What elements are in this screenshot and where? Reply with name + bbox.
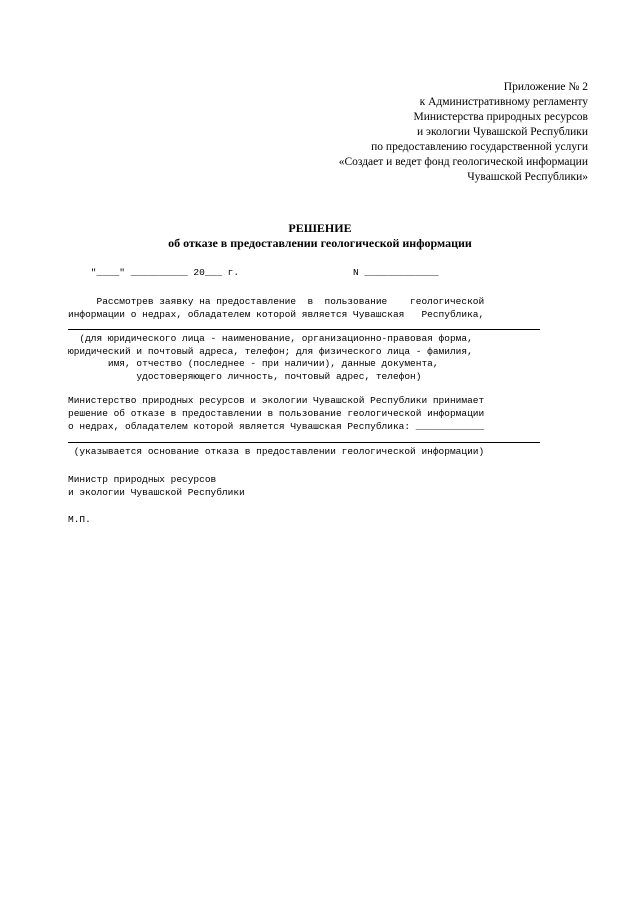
hint-line: (для юридического лица - наименование, организационно-правовая форма, xyxy=(68,333,473,344)
paragraph-line: решение об отказе в предоставлении в пользование геологической информации xyxy=(68,408,485,419)
paragraph-line: Министерство природных ресурсов и экологии Чувашской Республики принимает xyxy=(68,395,485,406)
paragraph-line: Рассмотрев заявку на предоставление в пользование геологической xyxy=(68,296,485,307)
hint-line: (указывается основание отказа в предоставлении геологической информации) xyxy=(68,446,485,457)
header-line: «Создает и ведет фонд геологической информации xyxy=(338,156,588,168)
document-title xyxy=(0,221,640,251)
fill-in-rule xyxy=(68,442,540,443)
header-line: по предоставлению государственной услуги xyxy=(371,141,588,153)
header-line: к Административному регламенту xyxy=(419,96,588,108)
header-line: Министерства природных ресурсов xyxy=(413,111,588,123)
fill-in-rule xyxy=(68,329,540,330)
signature-line: и экологии Чувашской Республики xyxy=(68,487,245,498)
date-number-line: "____" __________ 20___ г. N _____________ xyxy=(68,267,439,278)
header-line: и экологии Чувашской Республики xyxy=(417,126,588,138)
title-subtitle: об отказе в предоставлении геологической информации xyxy=(168,236,472,250)
header-line: Чувашской Республики» xyxy=(467,171,588,183)
stamp-place: М.П. xyxy=(68,514,91,525)
hint-line: имя, отчество (последнее - при наличии), данные документа, xyxy=(68,358,439,369)
header-line: Приложение № 2 xyxy=(503,81,588,93)
title-main: РЕШЕНИЕ xyxy=(288,221,352,235)
hint-line: юридический и почтовый адреса, телефон; для физического лица - фамилия, xyxy=(68,346,473,357)
appendix-header xyxy=(339,80,588,185)
signature-line: Министр природных ресурсов xyxy=(68,474,217,485)
paragraph-line: информации о недрах, обладателем которой является Чувашская Республика, xyxy=(68,309,485,320)
hint-line: удостоверяющего личность, почтовый адрес, телефон) xyxy=(68,371,422,382)
paragraph-line: о недрах, обладателем которой является Чувашская Республика: ____________ xyxy=(68,421,485,432)
